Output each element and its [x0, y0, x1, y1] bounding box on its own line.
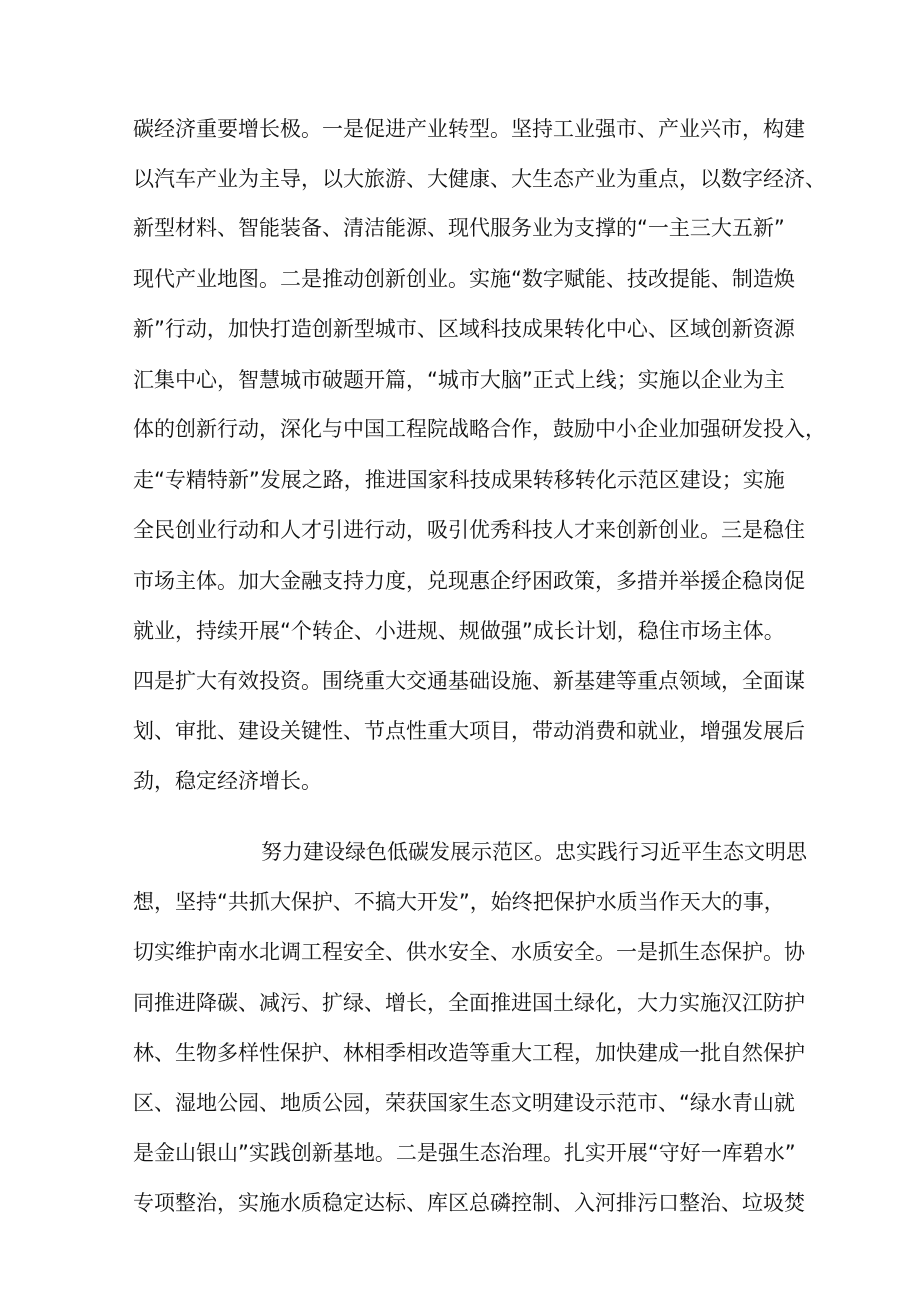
- text-line: 专项整治，实施水质稳定达标、库区总磷控制、入河排污口整治、垃圾焚: [133, 1191, 805, 1215]
- text-line: 走“专精特新”发展之路，推进国家科技成果转移转化示范区建设；实施: [133, 468, 785, 492]
- text-line: 全民创业行动和人才引进行动，吸引优秀科技人才来创新创业。三是稳住: [133, 518, 805, 542]
- text-line-indented: 努力建设绿色低碳发展示范区。忠实践行习近平生态文明思: [261, 840, 807, 864]
- text-line: 碳经济重要增长极。一是促进产业转型。坚持工业强市、产业兴市，构建: [133, 117, 805, 141]
- text-line: 区、湿地公园、地质公园，荣获国家生态文明建设示范市、“绿水青山就: [133, 1091, 795, 1115]
- text-line: 汇集中心，智慧城市破题开篇，“城市大脑”正式上线；实施以企业为主: [133, 368, 785, 392]
- text-line: 同推进降碳、减污、扩绿、增长，全面推进国土绿化，大力实施汉江防护: [133, 991, 805, 1015]
- text-line: 林、生物多样性保护、林相季相改造等重大工程，加快建成一批自然保护: [133, 1041, 805, 1065]
- text-line: 新型材料、智能装备、清洁能源、现代服务业为支撑的“一主三大五新”: [133, 216, 785, 240]
- text-line: 是金山银山”实践创新基地。二是强生态治理。扎实开展“守好一库碧水”: [133, 1141, 796, 1165]
- text-line: 想，坚持“共抓大保护、不搞大开发”，始终把保护水质当作天大的事，: [133, 890, 785, 914]
- text-line: 现代产业地图。二是推动创新创业。实施“数字赋能、技改提能、制造焕: [133, 267, 795, 291]
- text-line: 新”行动，加快打造创新型城市、区域科技成果转化中心、区域创新资源: [133, 317, 795, 341]
- text-line: 四是扩大有效投资。围绕重大交通基础设施、新基建等重点领域，全面谋: [133, 669, 805, 693]
- text-line: 就业，持续开展“个转企、小进规、规做强”成长计划，稳住市场主体。: [133, 619, 785, 643]
- text-line: 市场主体。加大金融支持力度，兑现惠企纾困政策，多措并举援企稳岗促: [133, 569, 805, 593]
- text-line: 劲，稳定经济增长。: [133, 769, 322, 793]
- text-line: 划、审批、建设关键性、节点性重大项目，带动消费和就业，增强发展后: [133, 719, 805, 743]
- text-line: 体的创新行动，深化与中国工程院战略合作，鼓励中小企业加强研发投入，: [133, 417, 826, 441]
- text-line: 切实维护南水北调工程安全、供水安全、水质安全。一是抓生态保护。协: [133, 940, 805, 964]
- text-line: 以汽车产业为主导，以大旅游、大健康、大生态产业为重点，以数字经济、: [133, 167, 826, 191]
